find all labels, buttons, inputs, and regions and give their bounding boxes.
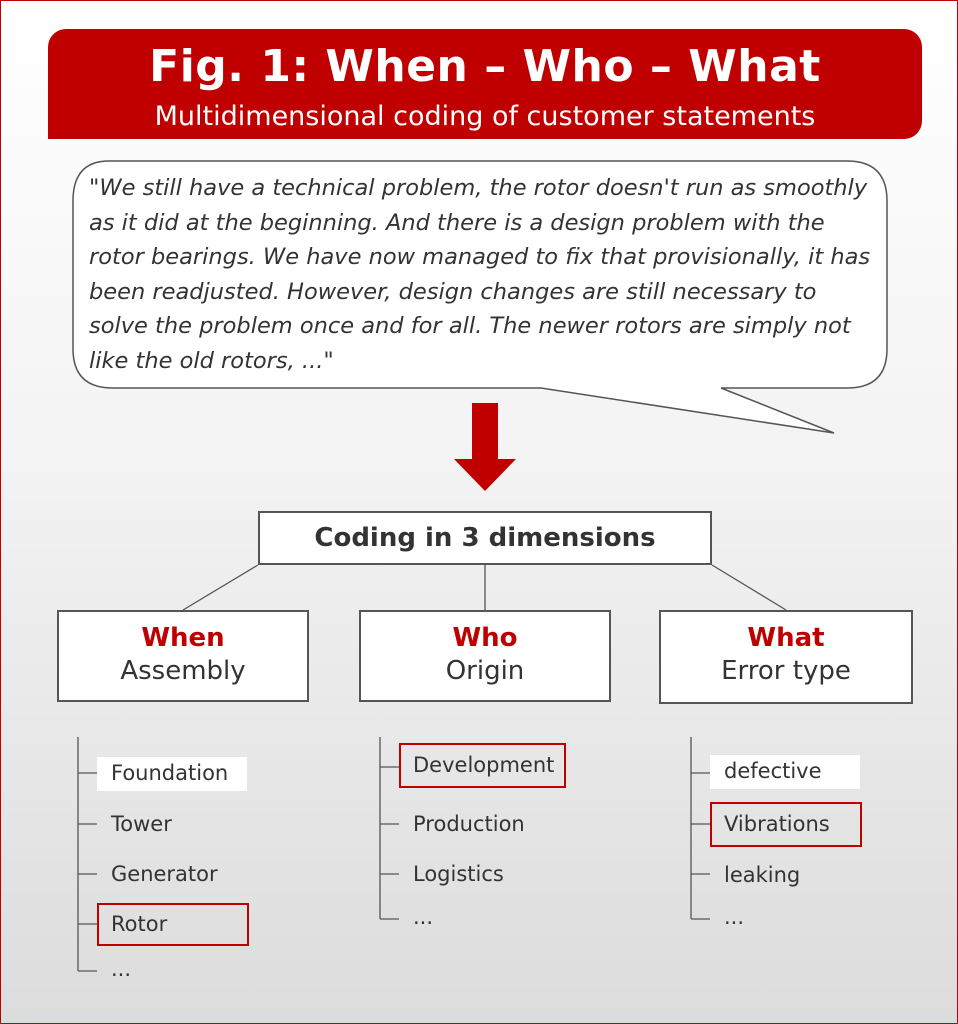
list-item: Logistics xyxy=(413,862,504,886)
list-item-highlighted: Development xyxy=(399,743,566,788)
dimension-head: What xyxy=(747,623,825,653)
figure-title: Fig. 1: When – Who – What xyxy=(149,41,821,92)
list-item: ... xyxy=(724,905,745,929)
list-item: Foundation xyxy=(97,757,247,791)
dimension-what-box xyxy=(659,610,913,704)
dimension-head: Who xyxy=(452,623,518,653)
list-item-highlighted: Vibrations xyxy=(710,802,862,847)
dimension-who-box xyxy=(359,610,611,702)
down-arrow-icon xyxy=(454,403,516,491)
list-item: ... xyxy=(111,957,132,981)
root-label: Coding in 3 dimensions xyxy=(314,523,656,553)
list-item: leaking xyxy=(724,863,801,887)
dimension-head: When xyxy=(141,623,225,653)
list-item: Production xyxy=(413,812,525,836)
dimension-label: Assembly xyxy=(120,656,246,686)
dimension-label: Origin xyxy=(445,656,525,686)
list-item-highlighted: Rotor xyxy=(97,903,249,946)
dimension-label: Error type xyxy=(721,656,851,686)
list-item: Generator xyxy=(111,862,218,886)
figure-subtitle: Multidimensional coding of customer statements xyxy=(154,101,816,132)
list-item: defective xyxy=(710,755,860,789)
root-node xyxy=(258,511,712,565)
dimension-when-box xyxy=(57,610,309,702)
customer-quote: "We still have a technical problem, the rotor doesn't run as smoothly as it did at the beginning. And there is a design problem with the rotor bearings. We have now managed to fix that provisionally, it has been readjusted. However, design changes are still necessary to solve the problem once and for all. The newer rotors are simply not like the old rotors, ..." xyxy=(89,175,871,374)
list-item: ... xyxy=(413,905,434,929)
list-item: Tower xyxy=(111,812,172,836)
